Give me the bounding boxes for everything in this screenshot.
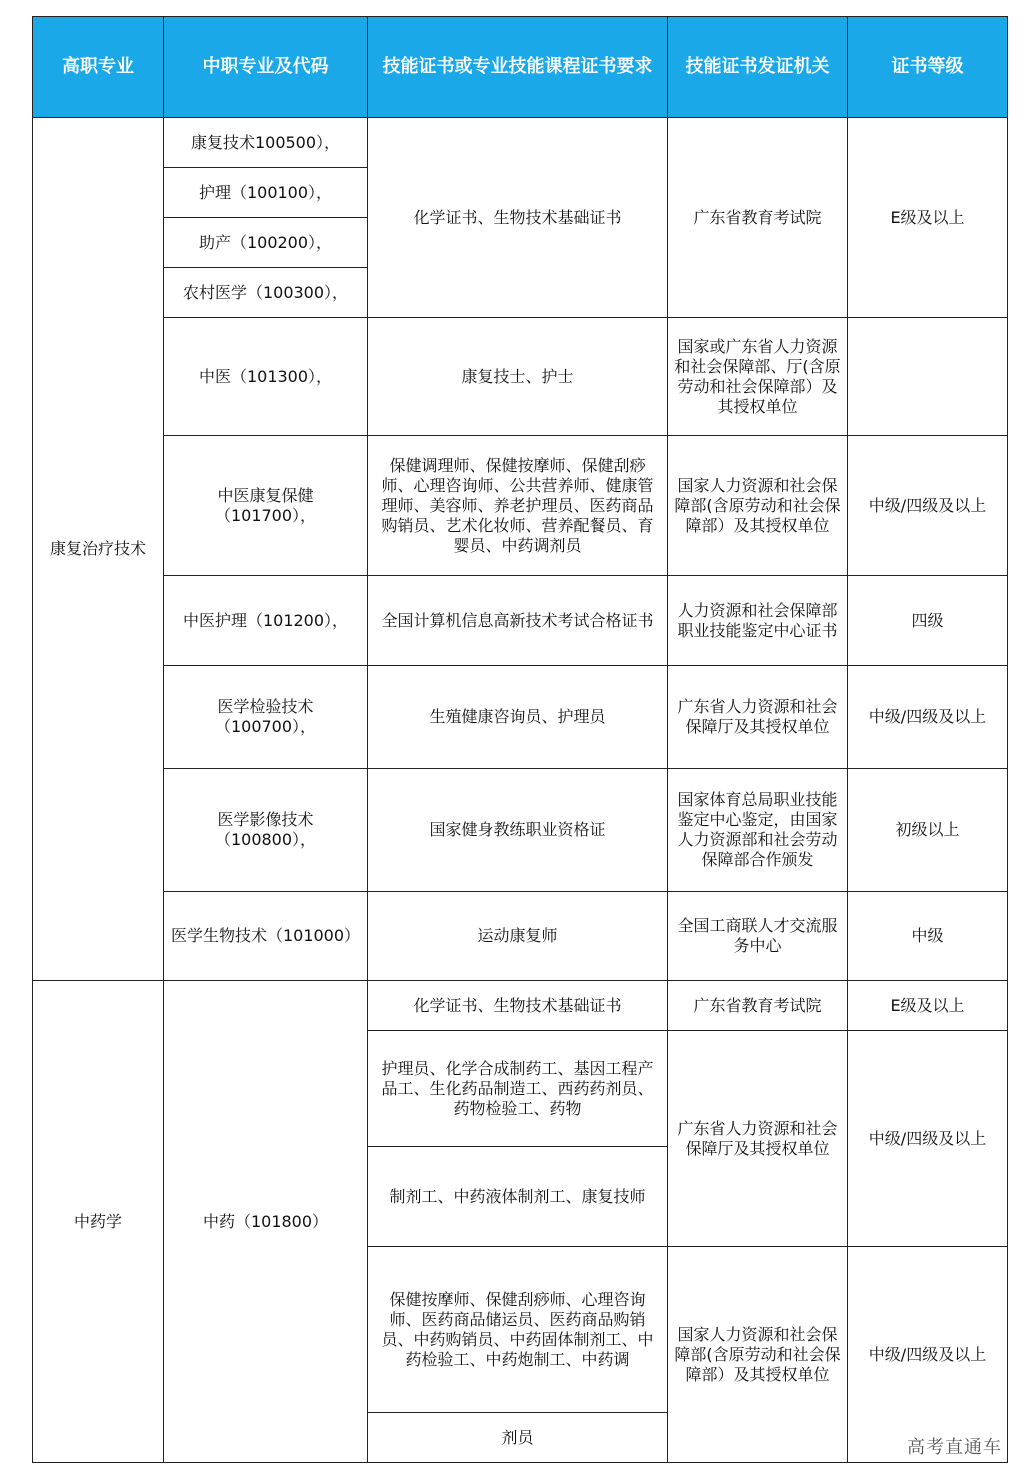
secondary-major-cell: 医学影像技术（100800）， bbox=[164, 769, 368, 892]
secondary-major-cell: 医学生物技术（101000） bbox=[164, 892, 368, 981]
certificate-cell: 剂员 bbox=[368, 1413, 668, 1463]
secondary-major-cell: 中医康复保健（101700）， bbox=[164, 436, 368, 576]
level-cell: 中级 bbox=[848, 892, 1008, 981]
issuer-cell: 国家人力资源和社会保障部(含原劳动和社会保障部）及其授权单位 bbox=[668, 1247, 848, 1463]
issuer-cell: 广东省人力资源和社会保障厅及其授权单位 bbox=[668, 1031, 848, 1247]
secondary-major-cell: 康复技术100500）， bbox=[164, 118, 368, 168]
certificate-cell: 生殖健康咨询员、护理员 bbox=[368, 666, 668, 769]
issuer-cell: 全国工商联人才交流服务中心 bbox=[668, 892, 848, 981]
header-secondary-major: 中职专业及代码 bbox=[164, 17, 368, 118]
level-cell: 中级/四级及以上 bbox=[848, 436, 1008, 576]
major-cell: 中药学 bbox=[33, 981, 164, 1463]
certificate-cell: 全国计算机信息高新技术考试合格证书 bbox=[368, 576, 668, 666]
secondary-major-cell: 农村医学（100300）， bbox=[164, 268, 368, 318]
level-cell: 中级/四级及以上 bbox=[848, 666, 1008, 769]
level-cell: 四级 bbox=[848, 576, 1008, 666]
level-cell: E级及以上 bbox=[848, 981, 1008, 1031]
issuer-cell: 人力资源和社会保障部职业技能鉴定中心证书 bbox=[668, 576, 848, 666]
issuer-cell: 国家人力资源和社会保障部(含原劳动和社会保障部）及其授权单位 bbox=[668, 436, 848, 576]
certificate-cell: 护理员、化学合成制药工、基因工程产品工、生化药品制造工、西药药剂员、药物检验工、药物 bbox=[368, 1031, 668, 1147]
certificate-cell: 保健按摩师、保健刮痧师、心理咨询师、医药商品储运员、医药商品购销员、中药购销员、中药固体制剂工、中药检验工、中药炮制工、中药调 bbox=[368, 1247, 668, 1413]
secondary-major-cell: 助产（100200）， bbox=[164, 218, 368, 268]
table-row bbox=[33, 666, 1008, 769]
certificate-cell: 运动康复师 bbox=[368, 892, 668, 981]
issuer-cell: 广东省教育考试院 bbox=[668, 981, 848, 1031]
issuer-cell: 国家或广东省人力资源和社会保障部、厅(含原劳动和社会保障部）及其授权单位 bbox=[668, 318, 848, 436]
certificate-requirements-table bbox=[32, 16, 1008, 1463]
certificate-cell: 制剂工、中药液体制剂工、康复技师 bbox=[368, 1147, 668, 1247]
table-row bbox=[33, 892, 1008, 981]
header-level: 证书等级 bbox=[848, 17, 1008, 118]
level-cell: 中级/四级及以上 bbox=[848, 1247, 1008, 1463]
certificate-cell: 化学证书、生物技术基础证书 bbox=[368, 118, 668, 318]
secondary-major-cell: 中医护理（101200）， bbox=[164, 576, 368, 666]
certificate-cell: 康复技士、护士 bbox=[368, 318, 668, 436]
header-row bbox=[33, 17, 1008, 118]
watermark: 高考直通车 bbox=[907, 1437, 1002, 1458]
major-cell: 康复治疗技术 bbox=[33, 118, 164, 981]
issuer-cell: 广东省人力资源和社会保障厅及其授权单位 bbox=[668, 666, 848, 769]
secondary-major-cell: 护理（100100）， bbox=[164, 168, 368, 218]
level-cell bbox=[848, 318, 1008, 436]
level-cell: 中级/四级及以上 bbox=[848, 1031, 1008, 1247]
secondary-major-cell: 中医（101300）， bbox=[164, 318, 368, 436]
level-cell: E级及以上 bbox=[848, 118, 1008, 318]
secondary-major-cell: 医学检验技术（100700）， bbox=[164, 666, 368, 769]
certificate-cell: 化学证书、生物技术基础证书 bbox=[368, 981, 668, 1031]
header-certificate: 技能证书或专业技能课程证书要求 bbox=[368, 17, 668, 118]
table-row bbox=[33, 436, 1008, 576]
certificate-cell: 国家健身教练职业资格证 bbox=[368, 769, 668, 892]
certificate-cell: 保健调理师、保健按摩师、保健刮痧师、心理咨询师、公共营养师、健康管理师、美容师、养老护理员、医药商品购销员、艺术化妆师、营养配餐员、育婴员、中药调剂员 bbox=[368, 436, 668, 576]
header-issuer: 技能证书发证机关 bbox=[668, 17, 848, 118]
secondary-major-cell: 中药（101800） bbox=[164, 981, 368, 1463]
level-cell: 初级以上 bbox=[848, 769, 1008, 892]
issuer-cell: 国家体育总局职业技能鉴定中心鉴定，由国家人力资源部和社会劳动保障部合作颁发 bbox=[668, 769, 848, 892]
table-row bbox=[33, 118, 1008, 168]
table-row bbox=[33, 318, 1008, 436]
table-row bbox=[33, 981, 1008, 1031]
table-row bbox=[33, 576, 1008, 666]
issuer-cell: 广东省教育考试院 bbox=[668, 118, 848, 318]
header-major: 高职专业 bbox=[33, 17, 164, 118]
table-row bbox=[33, 769, 1008, 892]
